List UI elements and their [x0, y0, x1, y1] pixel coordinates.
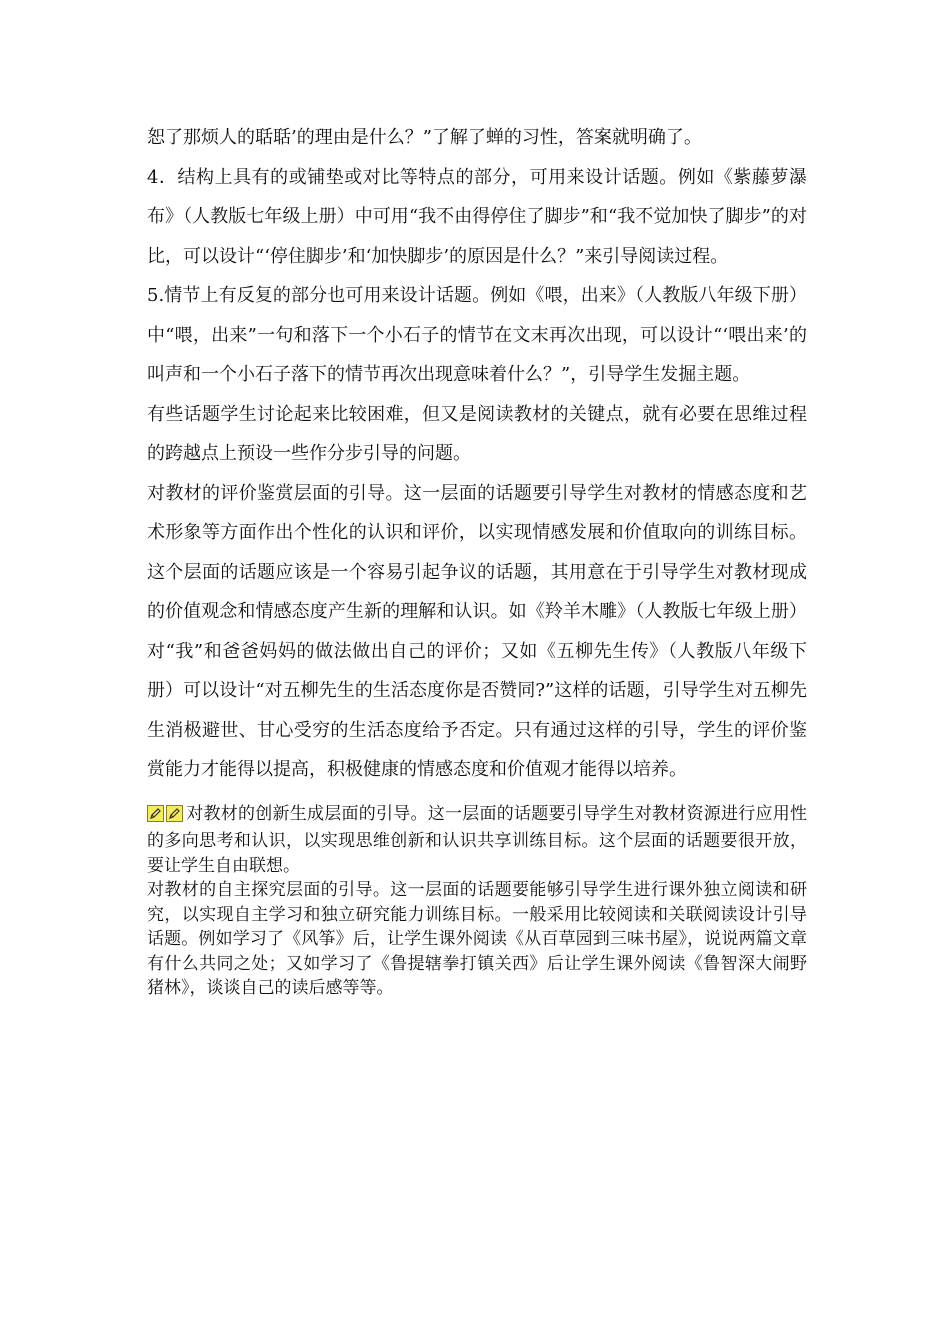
paragraph-innovation-guidance — [147, 802, 807, 879]
document-page — [147, 118, 807, 1001]
body-text-loose — [147, 118, 807, 790]
paragraph-inquiry-guidance: 对教材的自主探究层面的引导。这一层面的话题要能够引导学生进行课外独立阅读和研究，以实现自主学习和独立研究能力训练目标。一般采用比较阅读和关联阅读设计引导话题。例如学习了《风筝》后，让学生课外阅读《从百草园到三味书屋》，说说两篇文章有什么共同之处；又如学习了《鲁提辖拳打镇关西》后让学生课外阅读《鲁智深大闹野猪林》，谈谈自己的读后感等等。 — [147, 880, 807, 998]
body-text-tight — [147, 802, 807, 1001]
paragraph-innovation-text: 对教材的创新生成层面的引导。这一层面的话题要引导学生对教材资源进行应用性的多向思考和认识，以实现思维创新和认识共享训练目标。这个层面的话题要很开放，要让学生自由联想。 — [147, 803, 807, 876]
paragraph-plot-repeat-topic: 5.情节上有反复的部分也可用来设计话题。例如《喂，出来》（人教版八年级下册）中“喂，出来”一句和落下一个小石子的情节在文末再次出现，可以设计“‘喂出来’的叫声和一个小石子落下的情节再次出现意味着什么？”，引导学生发掘主题。 — [147, 285, 807, 385]
paragraph-cicada-answer: 恕了那烦人的聒聒’的理由是什么？”了解了蝉的习性，答案就明确了。 — [147, 127, 702, 148]
paragraph-difficult-topics: 有些话题学生讨论起来比较困难，但又是阅读教材的关键点，就有必要在思维过程的跨越点上预设一些作分步引导的问题。 — [147, 403, 807, 464]
pencil-icon[interactable] — [147, 805, 164, 822]
comment-icons[interactable] — [147, 805, 185, 830]
paragraph-evaluation-guidance: 对教材的评价鉴赏层面的引导。这一层面的话题要引导学生对教材的情感态度和艺术形象等方面作出个性化的认识和评价，以实现情感发展和价值取向的训练目标。这个层面的话题应该是一个容易引起争议的话题，其用意在于引导学生对教材现成的价值观念和情感态度产生新的理解和认识。如《羚羊木雕》（人教版七年级上册）对“我”和爸爸妈妈的做法做出自己的评价；又如《五柳先生传》（人教版八年级下册）可以设计“对五柳先生的生活态度你是否赞同?”这样的话题，引导学生对五柳先生消极避世、甘心受穷的生活态度给予否定。只有通过这样的引导，学生的评价鉴赏能力才能得以提高，积极健康的情感态度和价值观才能得以培养。 — [147, 482, 807, 780]
paragraph-structure-topic: 4．结构上具有的或铺垫或对比等特点的部分，可用来设计话题。例如《紫藤萝瀑布》（人教版七年级上册）中可用“我不由得停住了脚步”和“我不觉加快了脚步”的对比，可以设计“‘停住脚步’和‘加快脚步’的原因是什么？”来引导阅读过程。 — [147, 166, 807, 267]
pencil-icon[interactable] — [166, 805, 183, 822]
